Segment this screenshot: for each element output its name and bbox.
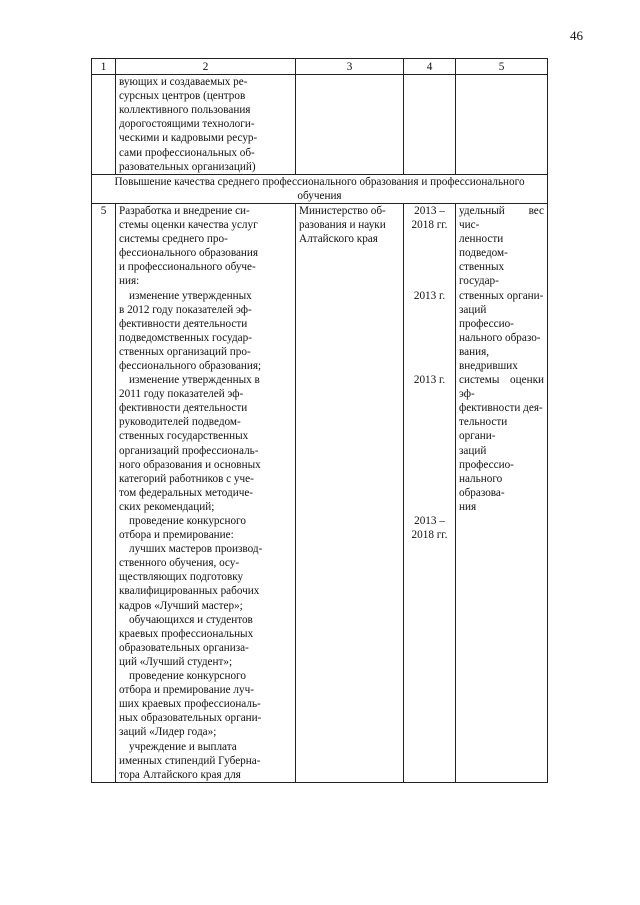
- indicator-line: нального образо-: [459, 331, 541, 344]
- measure-line: образовательных организа-: [119, 641, 249, 654]
- indicator-line: заций профессио-: [459, 303, 514, 330]
- measure-line: ществляющих подготовку: [119, 571, 244, 584]
- continued-line: разовательных организаций): [119, 160, 256, 173]
- term-b: 2013 г.: [413, 289, 446, 302]
- row-number: 5: [92, 203, 116, 782]
- measure-line: фессионального образования: [119, 247, 259, 260]
- continued-line: коллективного пользования: [119, 104, 251, 117]
- term-d-line: 2013 –: [414, 515, 445, 527]
- measure-line: 2011 году показателей эф-: [119, 388, 244, 401]
- executor-line: Алтайского края: [299, 233, 378, 246]
- indicator-line: фективности дея-: [459, 402, 543, 415]
- measure-line: отбора и премирование луч-: [119, 684, 254, 697]
- indicator-line: ственных органи-: [459, 289, 544, 302]
- indicator-cell: [456, 203, 548, 782]
- measure-line: фессионального образования;: [119, 359, 262, 372]
- measure-line: категорий работников с уче-: [119, 472, 254, 485]
- measure-line: краевых профессиональных: [119, 627, 254, 640]
- header-col-5: 5: [456, 59, 548, 75]
- indicator-line: ния: [459, 500, 477, 513]
- measure-line: и профессионального обуче-: [119, 261, 256, 274]
- term-a-line: 2013 –: [414, 204, 445, 217]
- indicator-line: удельный вес чис-: [459, 204, 544, 232]
- executor-line: разования и науки: [299, 219, 386, 232]
- measure-line: ных образовательных органи-: [119, 712, 262, 725]
- header-col-1: 1: [92, 59, 116, 75]
- measure-line: в 2012 году показателей эф-: [119, 303, 252, 316]
- continued-line: вующих и создаваемых ре-: [119, 76, 248, 89]
- indicator-line: системы оценки эф-: [459, 374, 544, 401]
- measure-line: учреждение и выплата: [129, 740, 237, 753]
- continued-num-cell: [92, 75, 116, 175]
- header-col-4: 4: [404, 59, 456, 75]
- measure-line: обучающихся и студентов: [129, 613, 253, 626]
- measure-line: фективности деятельности: [119, 317, 248, 330]
- continued-text-cell: [116, 75, 296, 175]
- measure-line: системы среднего про-: [119, 233, 228, 246]
- measure-line: кадров «Лучший мастер»;: [119, 599, 243, 612]
- measure-line: том федеральных методиче-: [119, 486, 254, 499]
- term-c: 2013 г.: [413, 374, 446, 387]
- measure-line: ций «Лучший студент»;: [119, 655, 233, 668]
- section-title: Повышение качества среднего профессионального образования и профессионального обучения: [92, 174, 548, 203]
- measure-line: лучших мастеров производ-: [129, 543, 263, 556]
- measure-line: ственных государственных: [119, 430, 249, 443]
- measure-line: тора Алтайского края для: [119, 768, 241, 781]
- measure-line: ного образования и основных: [119, 458, 261, 471]
- table-row-section: [92, 174, 548, 203]
- term-cell: [404, 203, 456, 782]
- continued-executor-cell: [296, 75, 404, 175]
- table-row-5: [92, 203, 548, 782]
- continued-line: сами профессиональных об-: [119, 146, 255, 159]
- measure-line: изменение утвержденных в: [129, 374, 260, 387]
- measure-line: ских рекомендаций;: [119, 500, 215, 513]
- measure-line: стемы оценки качества услуг: [119, 219, 258, 232]
- continued-line: ческими и кадровыми ресур-: [119, 132, 258, 145]
- header-col-3: 3: [296, 59, 404, 75]
- indicator-line: тельности органи-: [459, 416, 508, 443]
- indicator-line: ленности подведом-: [459, 233, 508, 260]
- measure-line: квалифицированных рабочих: [119, 585, 260, 598]
- measure-line: именных стипендий Губерна-: [119, 754, 261, 767]
- indicator-line: заций профессио-: [459, 444, 514, 471]
- measure-line: руководителей подведом-: [119, 416, 241, 429]
- executor-cell: [296, 203, 404, 782]
- continued-indicator-cell: [456, 75, 548, 175]
- measure-line: проведение конкурсного: [129, 515, 246, 527]
- measure-line: организаций профессиональ-: [119, 444, 259, 457]
- measure-line: заций «Лидер года»;: [119, 726, 217, 739]
- measure-line: проведение конкурсного: [129, 670, 246, 683]
- table-header-row: [92, 59, 548, 75]
- executor-line: Министерство об-: [299, 204, 386, 217]
- continued-line: дорогостоящими технологи-: [119, 118, 255, 131]
- measure-line: ния:: [119, 275, 140, 288]
- measure-line: фективности деятельности: [119, 402, 248, 415]
- indicator-line: ственных государ-: [459, 261, 505, 288]
- measure-line: отбора и премирование:: [119, 529, 234, 542]
- term-d-line: 2018 гг.: [411, 529, 448, 542]
- continued-line: сурсных центров (центров: [119, 90, 246, 103]
- indicator-line: нального образова-: [459, 472, 505, 499]
- main-table: [91, 58, 548, 783]
- measure-line: подведомственных государ-: [119, 331, 252, 344]
- page-number: 46: [570, 28, 583, 43]
- measure-line: изменение утвержденных: [129, 289, 252, 302]
- continued-term-cell: [404, 75, 456, 175]
- measure-line: ственного обучения, осу-: [119, 557, 240, 570]
- measure-line: ших краевых профессиональ-: [119, 698, 261, 711]
- header-col-2: 2: [116, 59, 296, 75]
- measure-text-cell: [116, 203, 296, 782]
- measure-line: ственных организаций про-: [119, 345, 251, 358]
- term-a-line: 2018 гг.: [411, 219, 448, 232]
- table-row-continued: [92, 75, 548, 175]
- indicator-line: вания, внедривших: [459, 345, 518, 372]
- measure-line: Разработка и внедрение си-: [119, 204, 250, 217]
